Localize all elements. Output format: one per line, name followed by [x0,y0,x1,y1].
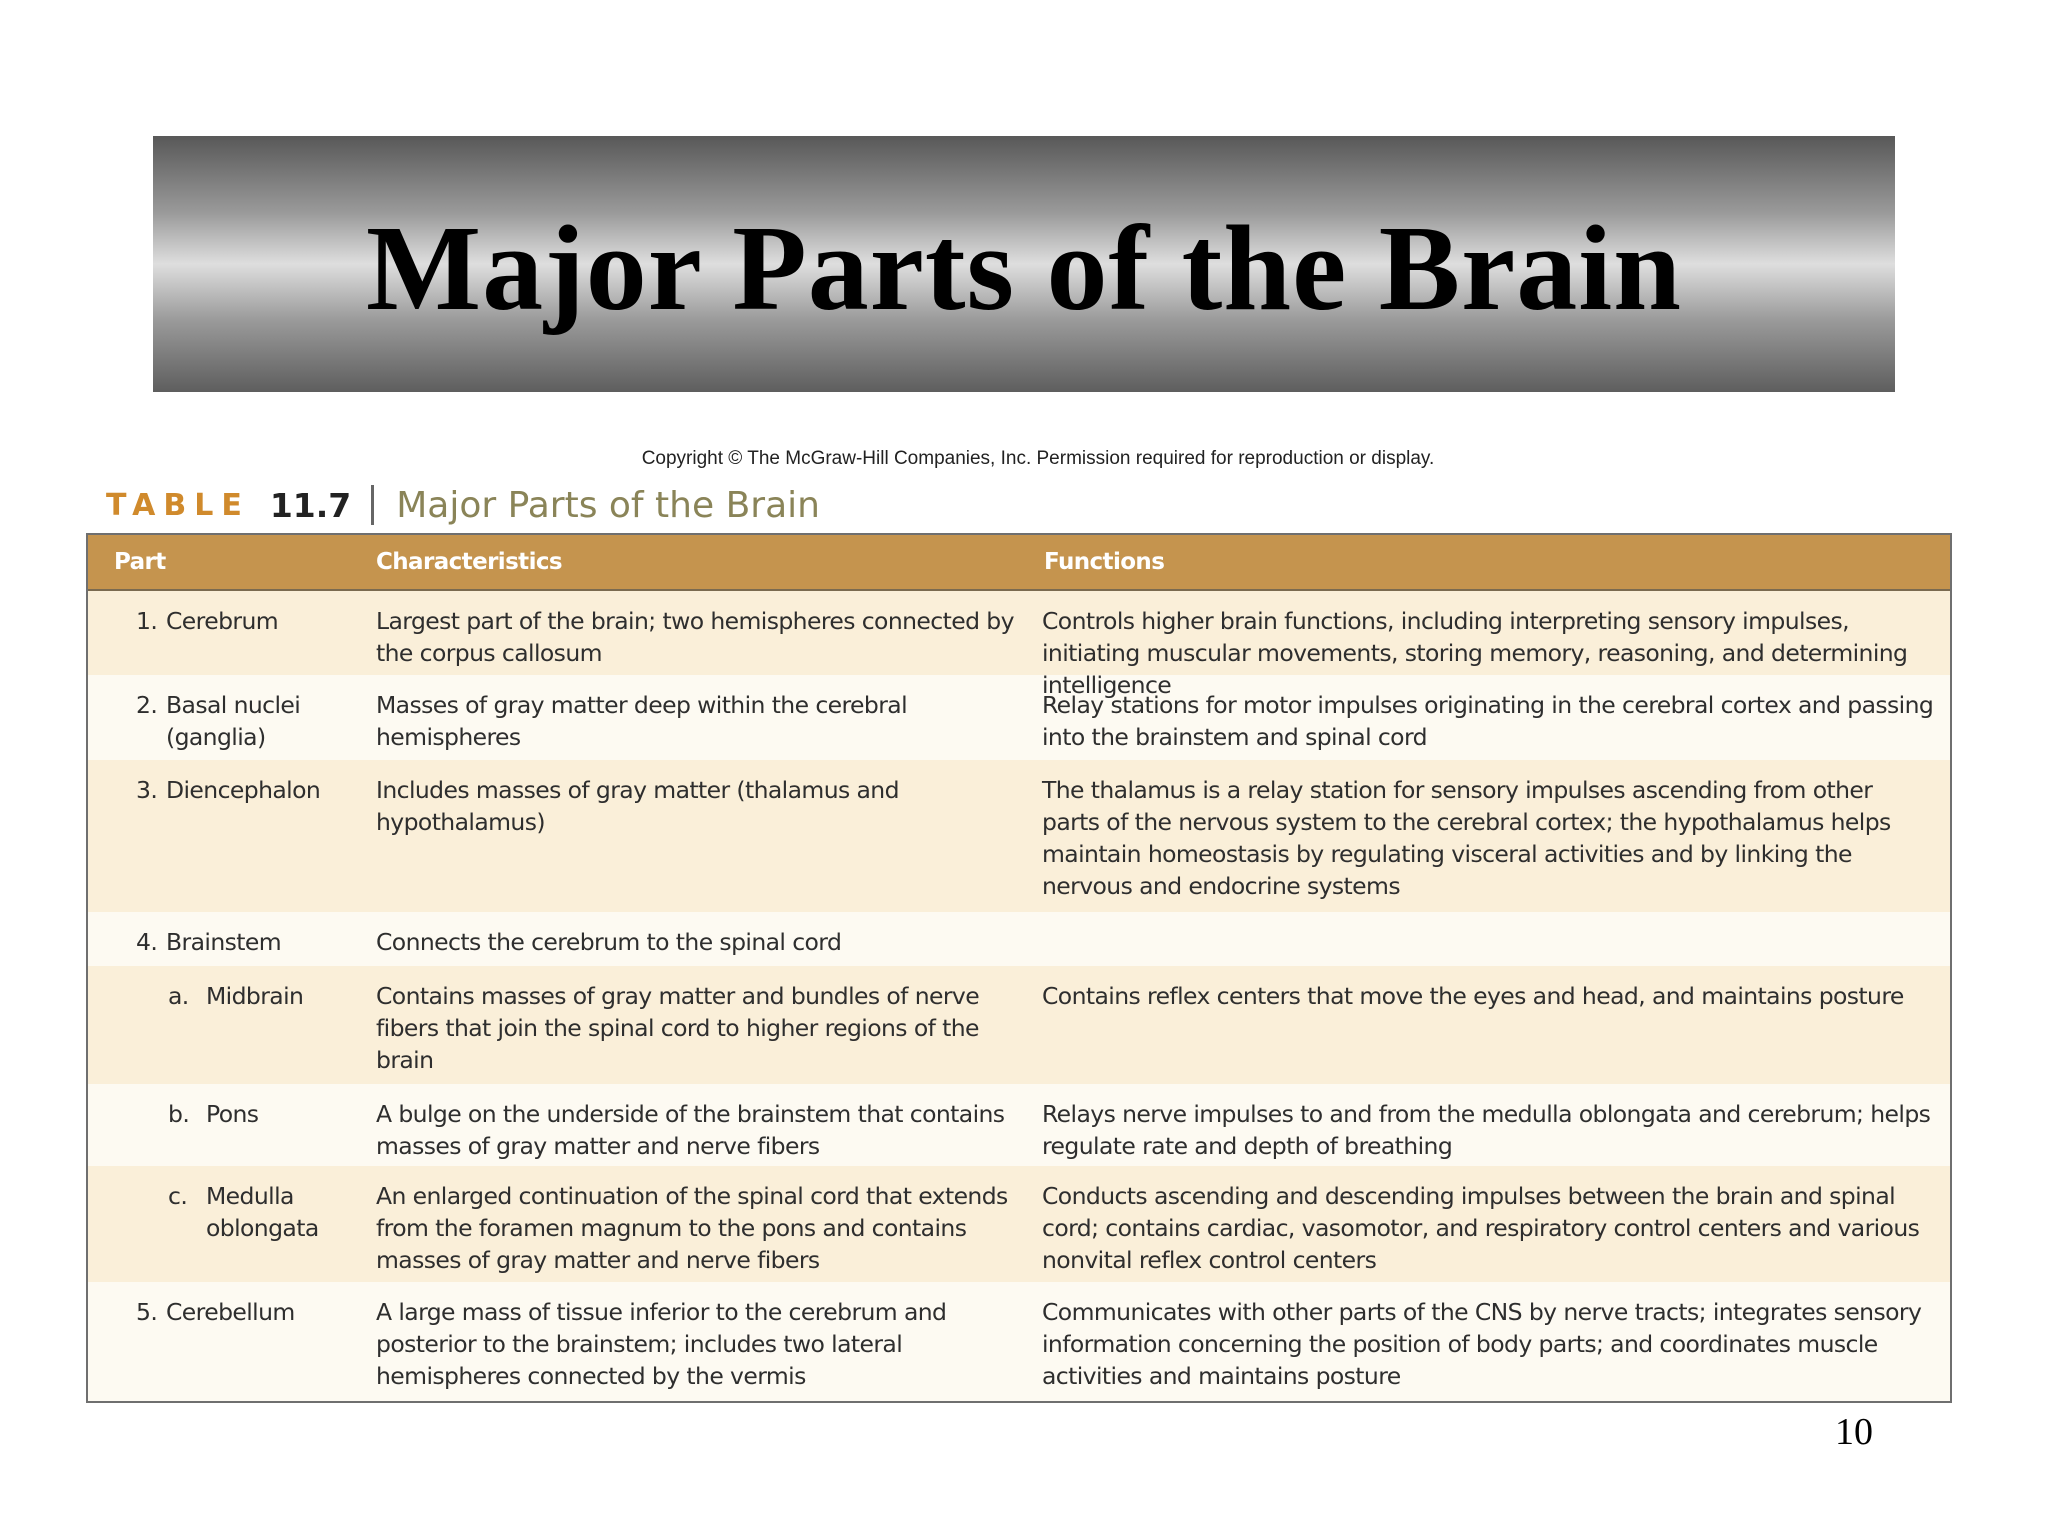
row-characteristics: A bulge on the underside of the brainstem that contains masses of gray matter and nerve fibers [376,1100,1005,1160]
row-characteristics: Includes masses of gray matter (thalamus and hypothalamus) [376,776,899,836]
table-row [88,1166,1950,1282]
table-title: Major Parts of the Brain [396,484,820,526]
page-number: 10 [1835,1411,1873,1453]
table-row [88,675,1950,760]
row-number: 3. [136,776,158,804]
row-number: 2. [136,691,158,719]
table-row [88,1084,1950,1166]
table-row [88,1282,1950,1401]
row-number: 5. [136,1298,158,1326]
row-part: Midbrain [206,982,304,1010]
row-characteristics: A large mass of tissue inferior to the cerebrum and posterior to the brainstem; includes two lateral hemispheres connected by the vermis [376,1298,947,1390]
row-part: Cerebellum [166,1298,295,1326]
row-characteristics: An enlarged continuation of the spinal cord that extends from the foramen magnum to the pons and contains masses of gray matter and nerve fibers [376,1182,1008,1274]
row-characteristics: Masses of gray matter deep within the cerebral hemispheres [376,691,908,751]
copyright-notice: Copyright © The McGraw-Hill Companies, Inc. Permission required for reproduction or display. [641,448,1435,469]
caption-divider [371,485,374,525]
row-characteristics: Contains masses of gray matter and bundles of nerve fibers that join the spinal cord to higher regions of the brain [376,982,980,1074]
table-row [88,591,1950,699]
row-characteristics: Largest part of the brain; two hemispheres connected by the corpus callosum [376,607,1014,667]
row-functions: Communicates with other parts of the CNS by nerve tracts; integrates sensory information concerning the position of body parts; and coordinates muscle activities and maintains posture [1042,1298,1922,1390]
table-caption [106,480,820,530]
table-row [88,912,1950,966]
row-number: 1. [136,607,158,635]
title-banner [153,136,1895,392]
slide-title: Major Parts of the Brain [365,201,1683,336]
row-part: Brainstem [166,928,282,956]
table-row [88,760,1950,912]
row-part: Cerebrum [166,607,279,635]
table-label: TABLE [106,487,250,523]
row-part: Pons [206,1100,259,1128]
row-part: Medulla oblongata [206,1182,319,1242]
row-functions: Conducts ascending and descending impulses between the brain and spinal cord; contains cardiac, vasomotor, and respiratory control centers and various nonvital reflex control centers [1042,1182,1920,1274]
table-number: 11.7 [269,485,352,525]
table-row [88,966,1950,1084]
row-number: c. [168,1182,188,1210]
row-part: Diencephalon [166,776,321,804]
row-characteristics: Connects the cerebrum to the spinal cord [376,928,842,956]
row-number: a. [168,982,189,1010]
row-functions: Relay stations for motor impulses originating in the cerebral cortex and passing into the brainstem and spinal cord [1042,691,1934,751]
header-characteristics: Characteristics [376,549,562,575]
header-part: Part [114,549,166,575]
brain-parts-table [86,533,1952,1403]
table-header-row [88,535,1950,591]
row-number: b. [168,1100,190,1128]
row-functions: Relays nerve impulses to and from the medulla oblongata and cerebrum; helps regulate rate and depth of breathing [1042,1100,1931,1160]
row-part: Basal nuclei (ganglia) [166,691,301,751]
row-functions: Controls higher brain functions, including interpreting sensory impulses, initiating muscular movements, storing memory, reasoning, and determining intelligence [1042,607,1908,699]
header-functions: Functions [1044,549,1165,575]
row-functions: Contains reflex centers that move the eyes and head, and maintains posture [1042,982,1904,1010]
row-functions [1036,912,1950,966]
row-functions: The thalamus is a relay station for sensory impulses ascending from other parts of the nervous system to the cerebral cortex; the hypothalamus helps maintain homeostasis by regulating visceral activities and by linking the nervous and endocrine systems [1042,776,1891,900]
row-number: 4. [136,928,158,956]
